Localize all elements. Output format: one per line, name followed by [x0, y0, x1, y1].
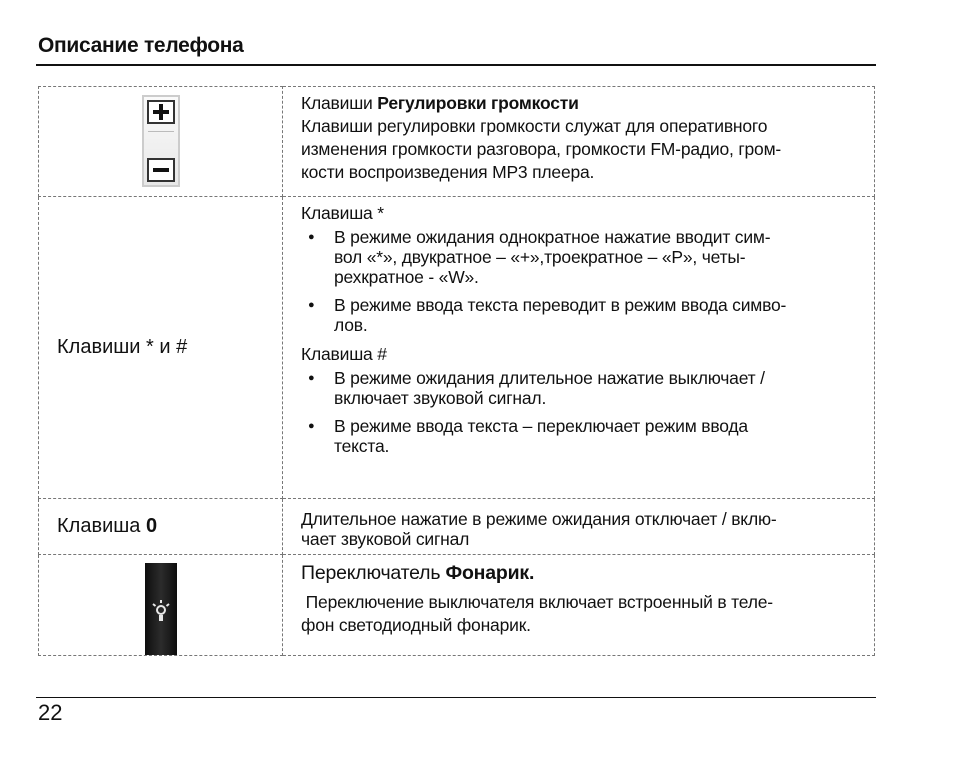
table-row-zero	[39, 499, 875, 555]
table-row-torch	[39, 555, 875, 656]
torch-desc-line: Переключение выключателя включает встроенный в теле-	[301, 592, 773, 612]
plus-icon	[147, 100, 175, 124]
hash-heading: Клавиша #	[301, 344, 387, 364]
cell-star-hash-desc	[283, 197, 875, 499]
zero-desc-line: чает звуковой сигнал	[301, 529, 470, 549]
volume-rocker-icon	[142, 95, 180, 187]
torch-desc-line: фон светодиодный фонарик.	[301, 615, 531, 635]
list-item: ● В режиме ввода текста переводит в режим ввода симво- лов.	[301, 295, 864, 335]
hash-bullets	[301, 368, 864, 456]
keys-table	[38, 86, 875, 656]
volume-desc-line: изменения громкости разговора, громкости FM-радио, гром-	[301, 139, 782, 159]
volume-desc-line: Клавиши регулировки громкости служат для оперативного	[301, 116, 768, 136]
star-bullets	[301, 227, 864, 335]
zero-desc-line: Длительное нажатие в режиме ожидания отключает / вклю-	[301, 509, 777, 529]
cell-zero-desc	[283, 499, 875, 555]
page-number: 22	[38, 700, 63, 725]
star-heading: Клавиша *	[301, 203, 384, 223]
list-item: ● В режиме ожидания однократное нажатие вводит сим- вол «*», двукратное – «+»,троекратное – «P», четы- рехкратное - «W».	[301, 227, 864, 287]
page-title: Описание телефона	[38, 34, 244, 57]
cell-volume-icon	[39, 87, 283, 197]
list-item: ● В режиме ожидания длительное нажатие выключает / включает звуковой сигнал.	[301, 368, 864, 408]
list-item: ● В режиме ввода текста – переключает режим ввода текста.	[301, 416, 864, 456]
cell-zero-label	[39, 499, 283, 555]
bulb-icon	[151, 599, 171, 623]
cell-torch-desc	[283, 555, 875, 656]
footer-rule	[36, 697, 876, 698]
star-hash-label: Клавиши * и #	[57, 336, 188, 358]
title-rule	[36, 64, 876, 66]
cell-torch-icon	[39, 555, 283, 656]
cell-star-hash-label	[39, 197, 283, 499]
volume-heading: Клавиши Регулировки громкости	[301, 93, 579, 113]
torch-heading: Переключатель Фонарик.	[301, 562, 535, 584]
cell-volume-desc	[283, 87, 875, 197]
volume-desc-line: кости воспроизведения MP3 плеера.	[301, 162, 595, 182]
flashlight-switch-icon	[145, 563, 177, 655]
table-row-volume	[39, 87, 875, 197]
zero-label: Клавиша 0	[57, 515, 158, 537]
minus-icon	[147, 158, 175, 182]
table-row-star-hash	[39, 197, 875, 499]
